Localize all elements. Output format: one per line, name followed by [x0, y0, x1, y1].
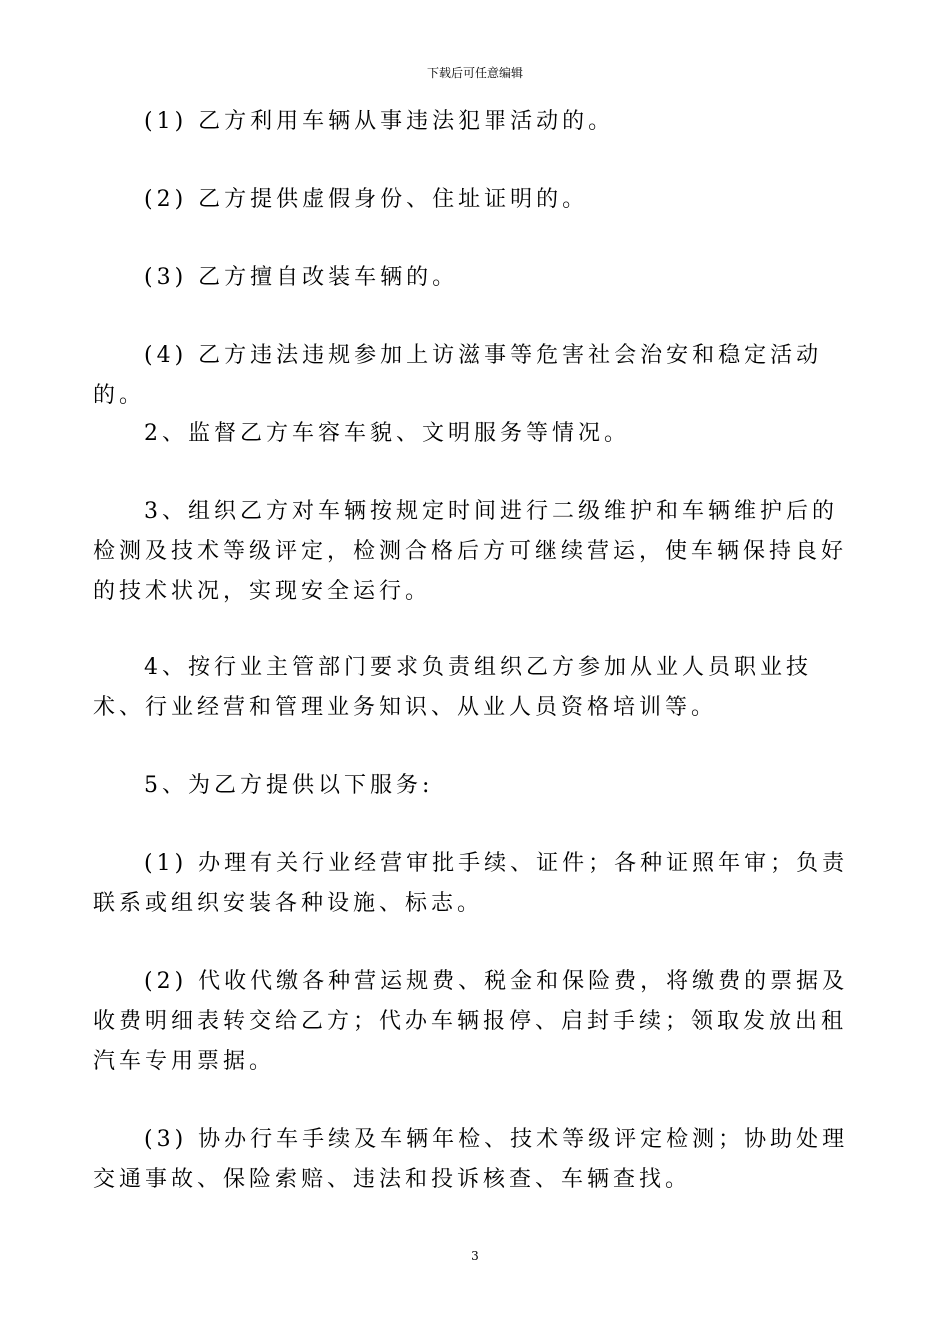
- paragraph-9: (1) 办理有关行业经营审批手续、证件；各种证照年审；负责联系或组织安装各种设施、标志。: [93, 851, 849, 916]
- paragraph-11: (3) 协办行车手续及车辆年检、技术等级评定检测；协助处理交通事故、保险索赔、违法和投诉核查、车辆查找。: [93, 1127, 849, 1192]
- paragraph-4: (4) 乙方违法违规参加上访滋事等危害社会治安和稳定活动的。: [93, 343, 823, 408]
- paragraph-10: (2) 代收代缴各种营运规费、税金和保险费，将缴费的票据及收费明细表转交给乙方；代办车辆报停、启封手续；领取发放出租汽车专用票据。: [93, 969, 849, 1074]
- paragraph-7: 4、按行业主管部门要求负责组织乙方参加从业人员职业技术、行业经营和管理业务知识、从业人员资格培训等。: [93, 655, 812, 720]
- paragraph-3: (3) 乙方擅自改装车辆的。: [144, 265, 459, 290]
- paragraph-6: 3、组织乙方对车辆按规定时间进行二级维护和车辆维护后的检测及技术等级评定，检测合格后方可继续营运，使车辆保持良好的技术状况，实现安全运行。: [93, 499, 848, 604]
- page-header-note: 下载后可任意编辑: [426, 66, 523, 80]
- paragraph-1: (1) 乙方利用车辆从事违法犯罪活动的。: [144, 109, 615, 134]
- paragraph-5: 2、监督乙方车容车貌、文明服务等情况。: [144, 421, 630, 446]
- page-number: 3: [471, 1249, 479, 1263]
- paragraph-2: (2) 乙方提供虚假身份、住址证明的。: [144, 187, 589, 212]
- paragraph-8: 5、为乙方提供以下服务:: [144, 773, 434, 798]
